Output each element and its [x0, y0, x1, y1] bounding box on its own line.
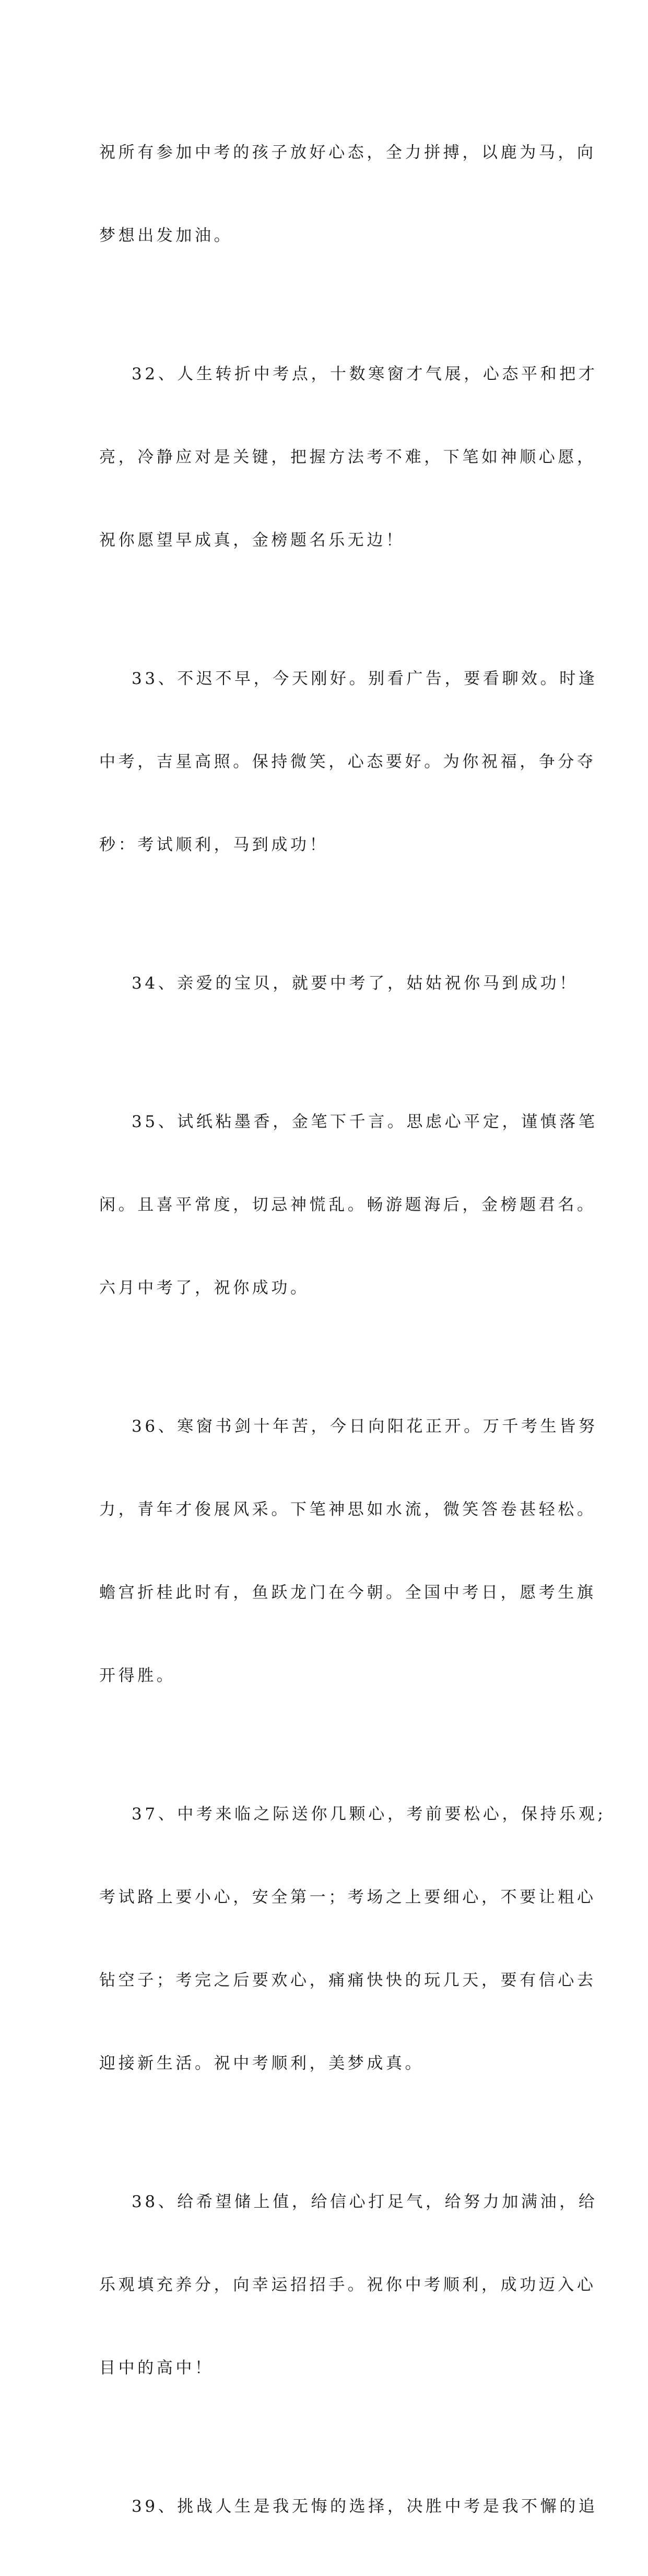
text-line: 秒：考试顺利，马到成功！	[99, 836, 329, 854]
text-line: 六月中考了，祝你成功。	[99, 1279, 310, 1297]
text-line: 37、中考来临之际送你几颗心，考前要松心，保持乐观;	[132, 1805, 606, 1824]
paragraph-33	[99, 610, 598, 914]
paragraph-36	[99, 1357, 598, 1745]
text-line: 36、寒窗书剑十年苦，今日向阳花正开。万千考生皆努	[132, 1417, 598, 1436]
text-line: 考试路上要小心，安全第一；考场之上要细心，不要让粗心	[99, 1888, 596, 1907]
text-line: 蟾宫折桂此时有，鱼跃龙门在今朝。全国中考日，愿考生旗	[99, 1583, 596, 1602]
text-line: 目中的高中！	[99, 2359, 214, 2377]
text-line: 亮，冷静应对是关键，把握方法考不难，下笔如神顺心愿，	[99, 448, 596, 467]
text-line: 力，青年才俊展风采。下笔神思如水流，微笑答卷甚轻松。	[99, 1500, 596, 1519]
paragraph-35	[99, 1053, 598, 1357]
paragraph-38	[99, 2133, 598, 2438]
paragraph-32	[99, 305, 598, 610]
text-line: 迎接新生活。祝中考顺利，美梦成真。	[99, 2054, 425, 2073]
paragraph-39	[99, 2438, 598, 2576]
text-line: 33、不迟不早，今天刚好。别看广告，要看聊效。时逢	[132, 669, 598, 688]
body-text	[99, 84, 606, 2576]
text-line: 梦想出发加油。	[99, 226, 233, 245]
text-line: 钻空子；考完之后要欢心，痛痛快快的玩几天，要有信心去	[99, 1971, 596, 1990]
text-line: 39、挑战人生是我无悔的选择，决胜中考是我不懈的追	[132, 2497, 598, 2516]
text-line: 祝所有参加中考的孩子放好心态，全力拼搏，以鹿为马，向	[99, 143, 596, 162]
text-line: 开得胜。	[99, 1666, 176, 1685]
text-line: 祝你愿望早成真，金榜题名乐无边！	[99, 531, 405, 550]
paragraph-34	[99, 914, 579, 1053]
text-line: 35、试纸粘墨香，金笔下千言。思虑心平定，谨慎落笔	[132, 1112, 598, 1131]
text-line: 中考，吉星高照。保持微笑，心态要好。为你祝福，争分夺	[99, 752, 596, 771]
paragraph-37	[99, 1745, 606, 2133]
text-line: 乐观填充养分，向幸运招招手。祝你中考顺利，成功迈入心	[99, 2276, 596, 2294]
text-line: 32、人生转折中考点，十数寒窗才气展，心态平和把才	[132, 365, 598, 384]
paragraph-intro	[99, 84, 596, 305]
text-line: 34、亲爱的宝贝，就要中考了，姑姑祝你马到成功！	[132, 974, 579, 993]
text-line: 闲。且喜平常度，切忌神慌乱。畅游题海后，金榜题君名。	[99, 1196, 596, 1214]
text-line: 38、给希望储上值，给信心打足气，给努力加满油，给	[132, 2192, 598, 2211]
